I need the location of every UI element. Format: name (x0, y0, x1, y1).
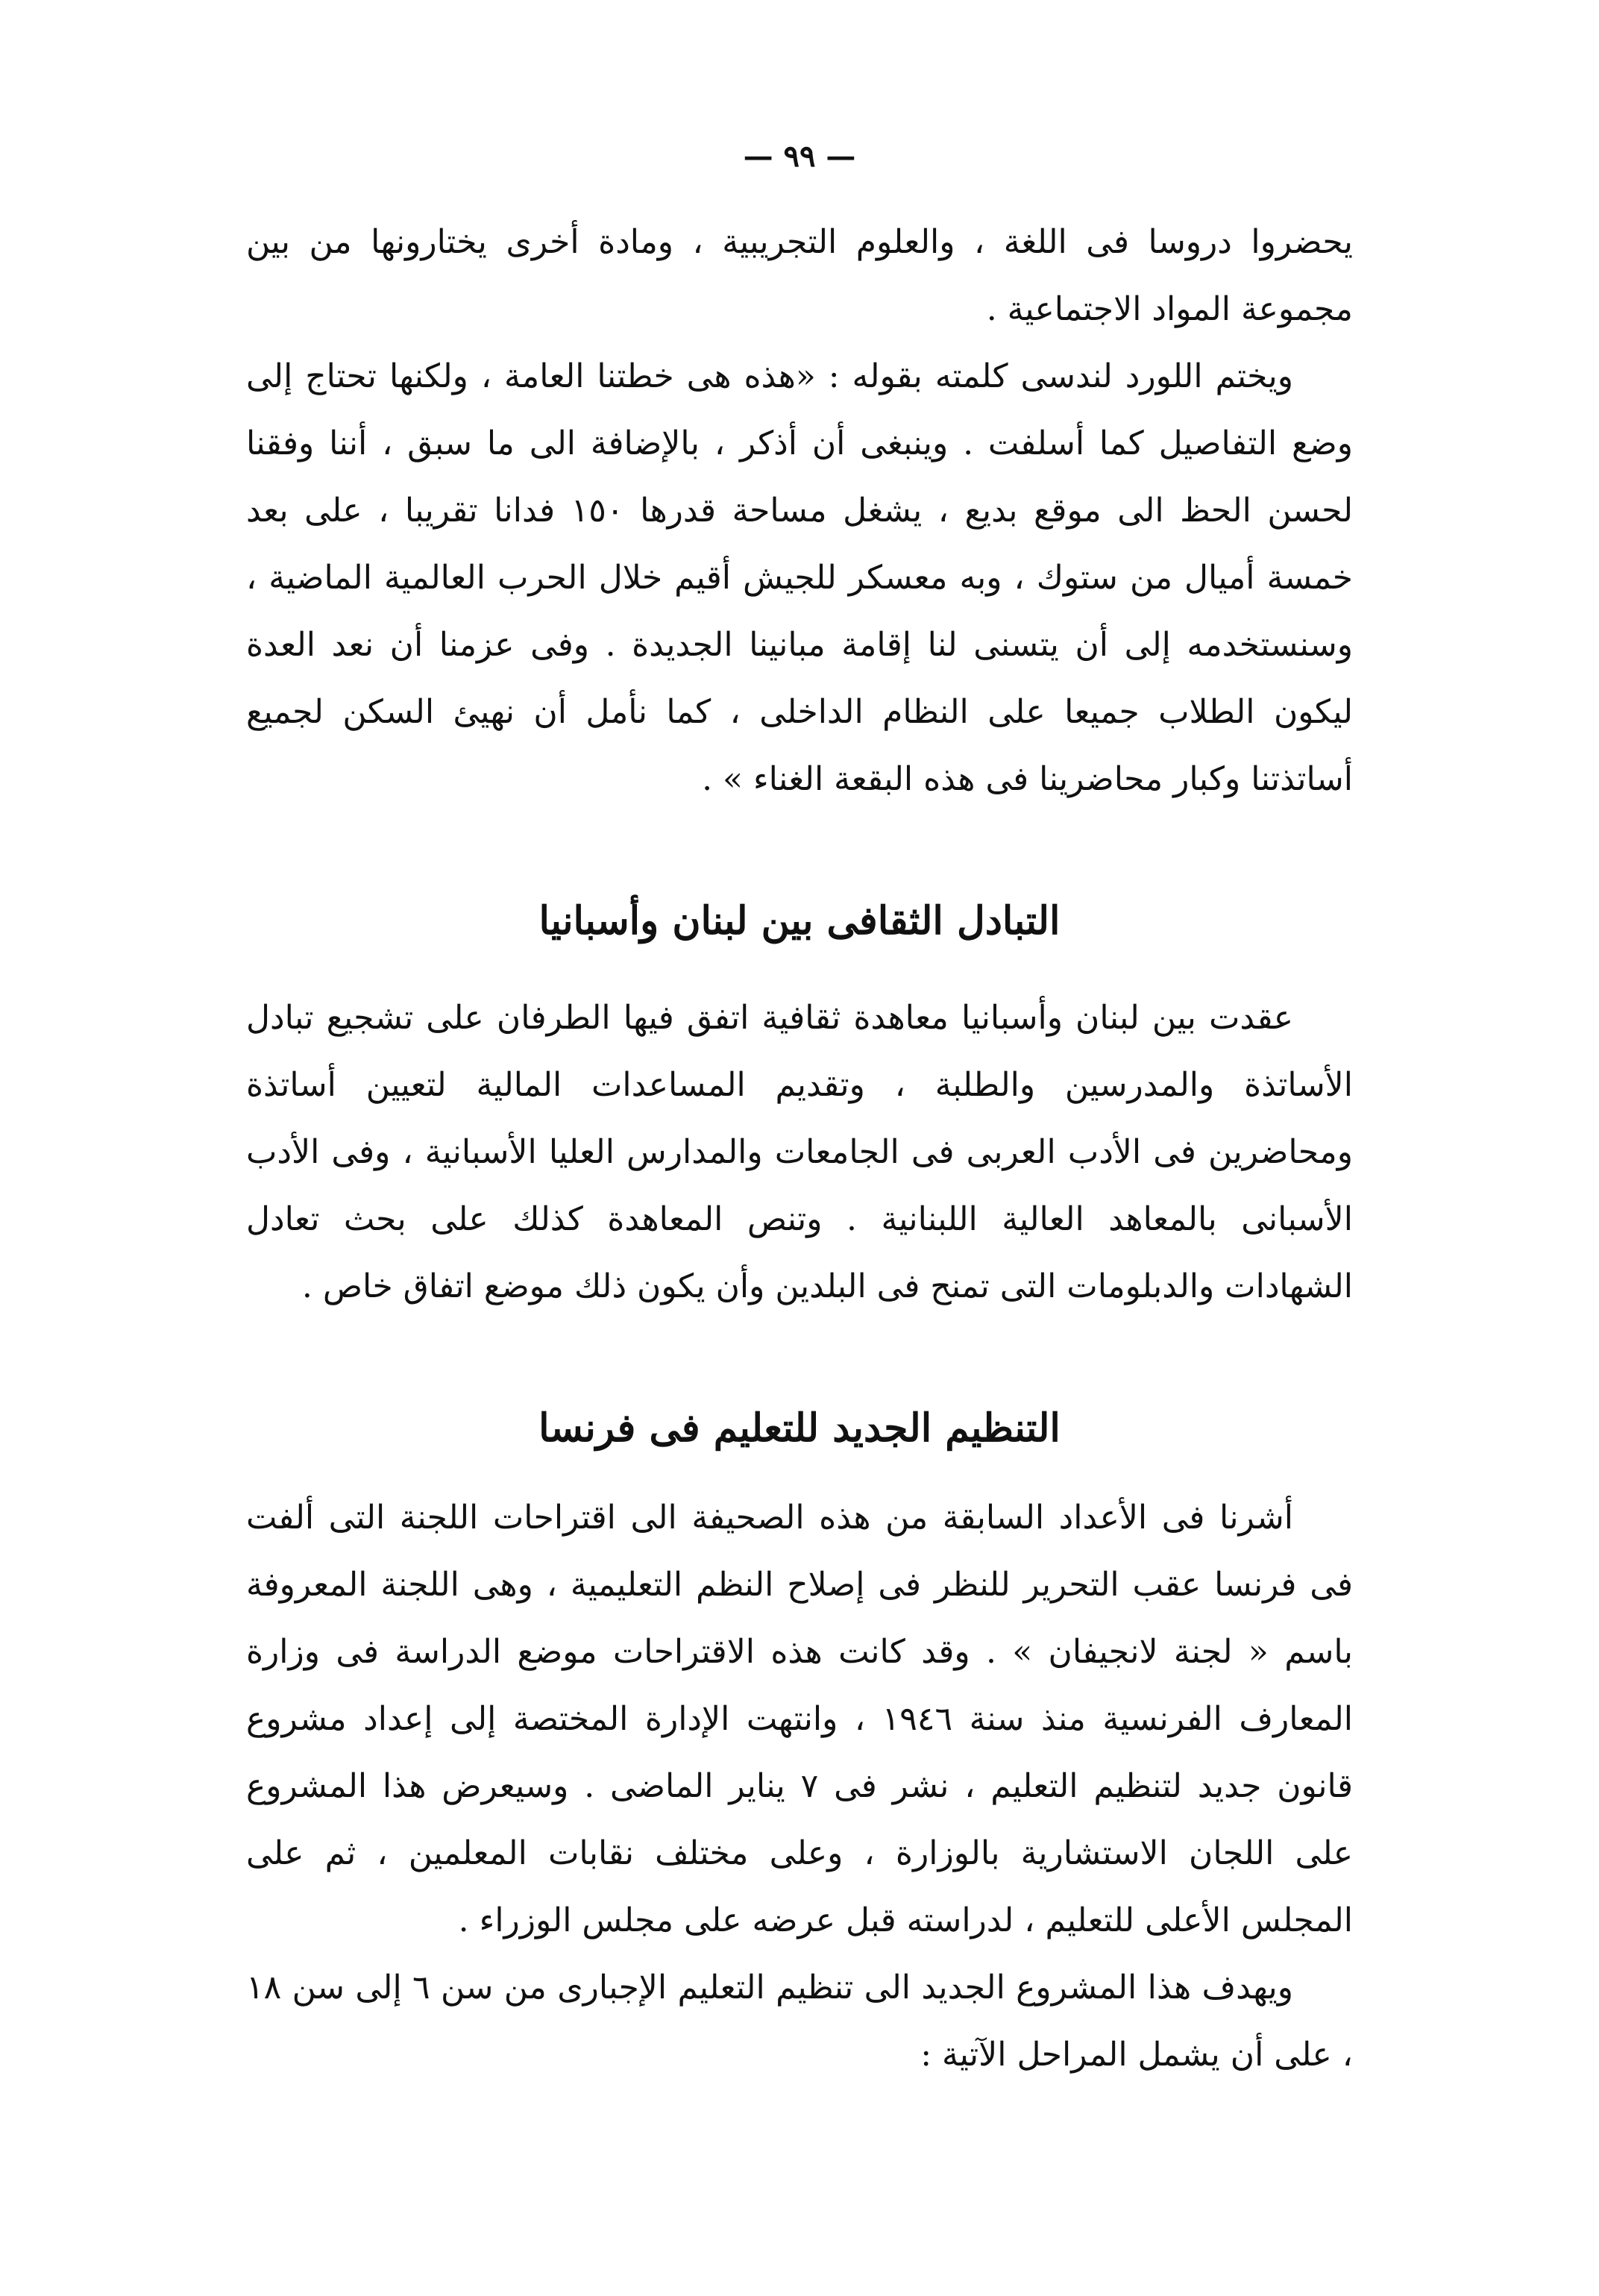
lebanon-spain-paragraph-1: عقدت بين لبنان وأسبانيا معاهدة ثقافية اتفق فيها الطرفان على تشجيع تبادل الأساتذة والمدرسين والطلبة ، وتقديم المساعدات المالية لتعيين أساتذة ومحاضرين فى الأدب العربى فى الجامعات والمدارس العليا الأسبانية ، وفى الأدب الأسبانى بالمعاهد العالية اللبنانية . وتنص المعاهدة كذلك على بحث تعادل الشهادات والدبلومات التى تمنح فى البلدين وأن يكون ذلك موضع اتفاق خاص . (246, 999, 1353, 1305)
section-title-lebanon-spain: التبادل الثقافى بين لبنان وأسبانيا (538, 898, 1061, 944)
france-paragraph-1: أشرنا فى الأعداد السابقة من هذه الصحيفة الى اقتراحات اللجنة التى ألفت فى فرنسا عقب التحرير للنظر فى إصلاح النظم التعليمية ، وهى اللجنة المعروفة باسم « لجنة لانجيفان » . وقد كانت هذه الاقتراحات موضع الدراسة فى وزارة المعارف الفرنسية منذ سنة ١٩٤٦ ، وانتهت الإدارة المختصة إلى إعداد مشروع قانون جديد لتنظيم التعليم ، نشر فى ٧ يناير الماضى . وسيعرض هذا المشروع على اللجان الاستشارية بالوزارة ، وعلى مختلف نقابات المعلمين ، ثم على المجلس الأعلى للتعليم ، لدراسته قبل عرضه على مجلس الوزراء . (246, 1499, 1353, 1939)
page-number: — ٩٩ — (743, 139, 856, 174)
france-paragraph-2: ويهدف هذا المشروع الجديد الى تنظيم التعليم الإجبارى من سن ٦ إلى سن ١٨ ، على أن يشمل المراحل الآتية : (246, 1969, 1353, 2074)
intro-paragraph-2: ويختم اللورد لندسى كلمته بقوله : «هذه هى خطتنا العامة ، ولكنها تحتاج إلى وضع التفاصيل كما أسلفت . وينبغى أن أذكر ، بالإضافة الى ما سبق ، أننا وفقنا لحسن الحظ الى موقع بديع ، يشغل مساحة قدرها ١٥٠ فدانا تقريبا ، على بعد خمسة أميال من ستوك ، وبه معسكر للجيش أقيم خلال الحرب العالمية الماضية ، وسنستخدمه إلى أن يتسنى لنا إقامة مبانينا الجديدة . وفى عزمنا أن نعد العدة ليكون الطلاب جميعا على النظام الداخلى ، كما نأمل أن نهيئ السكن لجميع أساتذتنا وكبار محاضرينا فى هذه البقعة الغناء » . (246, 357, 1353, 798)
intro-paragraph-1: يحضروا دروسا فى اللغة ، والعلوم التجريبية ، ومادة أخرى يختارونها من بين مجموعة المواد الاجتماعية . (246, 223, 1353, 328)
section-title-france: التنظيم الجديد للتعليم فى فرنسا (538, 1405, 1061, 1451)
